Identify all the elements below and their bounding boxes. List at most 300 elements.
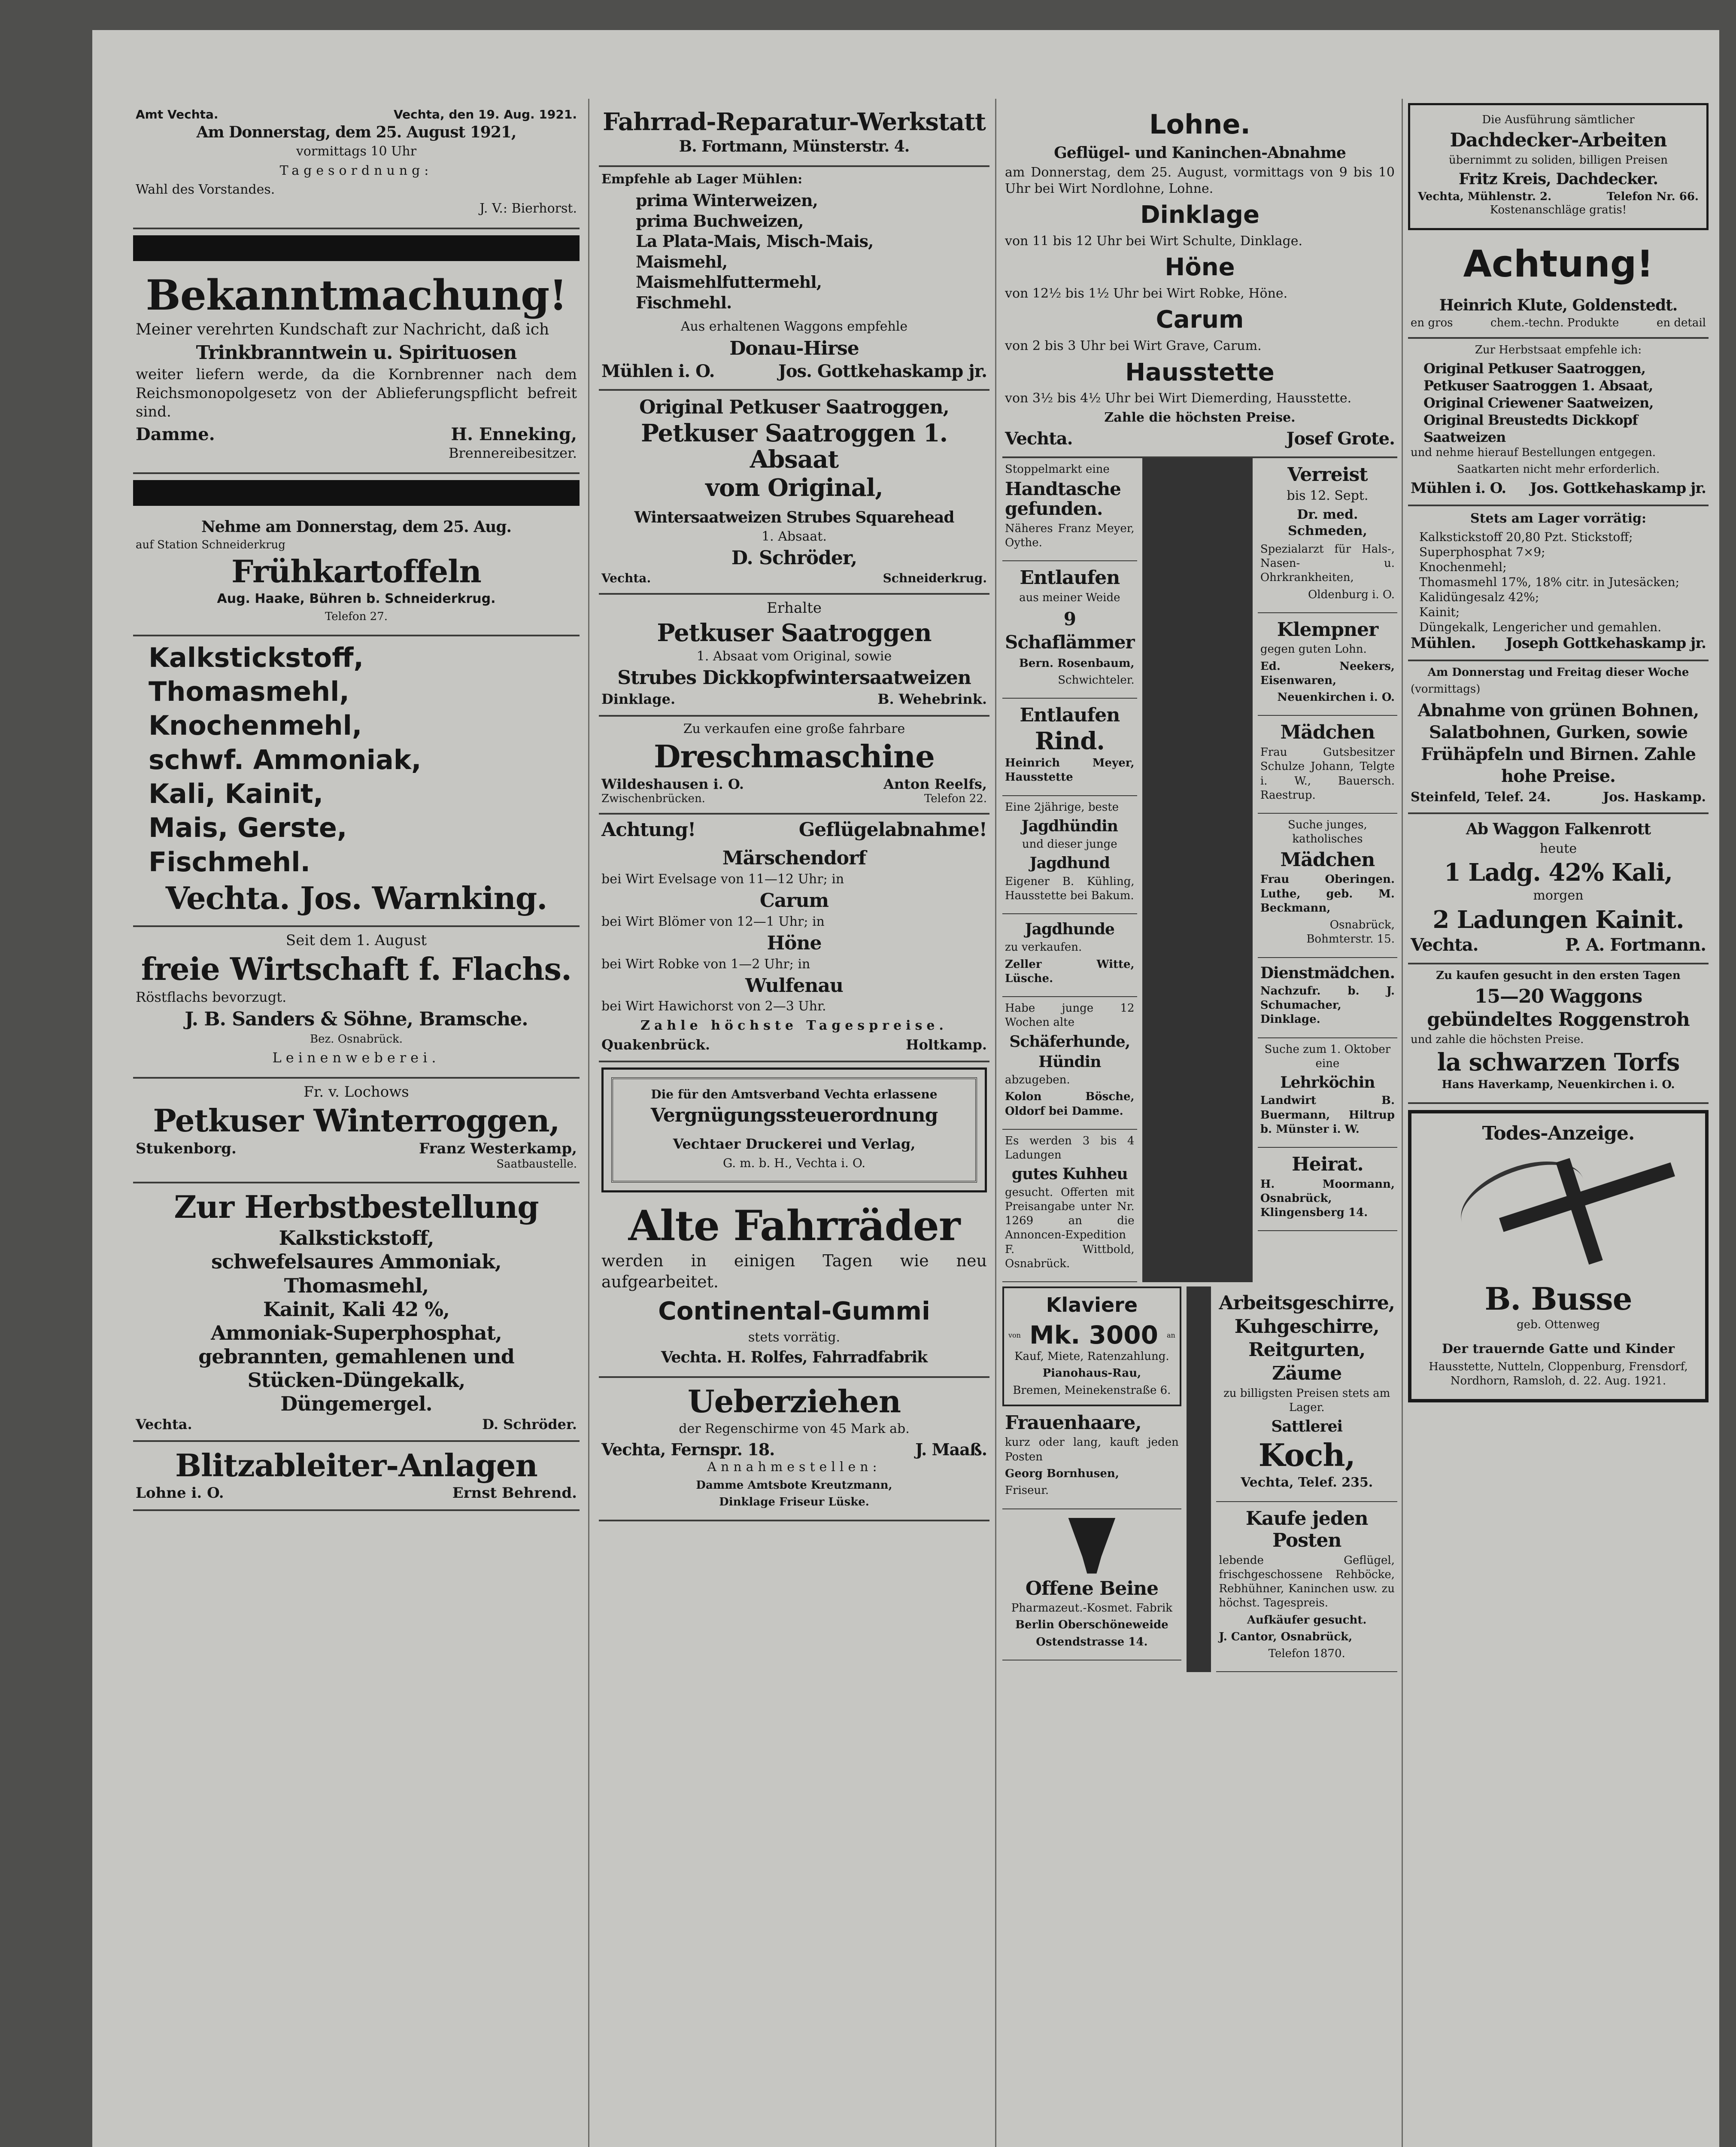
stop-info: von 3½ bis 4½ Uhr bei Wirt Diemerding, Hausstette. bbox=[1005, 391, 1352, 406]
ad-sub: 1. Absaat vom Original, sowie bbox=[696, 648, 892, 664]
ad-firm: Pianohaus-Rau, bbox=[1042, 1367, 1141, 1380]
maedchen-osnabrueck-ad bbox=[1258, 814, 1397, 958]
ad-place: Vechta, Fernspr. 18. bbox=[601, 1440, 775, 1460]
ad-title: Klaviere bbox=[1046, 1293, 1138, 1317]
ad-text: zu billigsten Preisen stets am Lager. bbox=[1223, 1387, 1390, 1414]
herbstsaat-ad bbox=[1408, 339, 1709, 506]
stop-info: von 2 bis 3 Uhr bei Wirt Grave, Carum. bbox=[1005, 338, 1262, 354]
ad-street: Ostendstrasse 14. bbox=[1036, 1635, 1148, 1648]
product-item: Thomasmehl, bbox=[149, 675, 349, 707]
notice-time: vormittags 10 Uhr bbox=[296, 144, 417, 159]
column-1 bbox=[133, 103, 580, 1511]
ad-place: Lohne i. O. bbox=[136, 1484, 224, 1502]
ad-what: Rind. bbox=[1035, 727, 1105, 755]
ad-title: Mädchen bbox=[1280, 848, 1375, 871]
ad-title: Mädchen bbox=[1280, 721, 1375, 744]
ad-place: Vechta. bbox=[1005, 428, 1073, 449]
ad-lead: Am Donnerstag und Freitag dieser Woche bbox=[1427, 666, 1689, 679]
ad-text: gesucht. Offerten mit Preisangabe unter Nr. 1269 an die Annoncen-Expedition F. Wittbold, Osnabrück. bbox=[1005, 1186, 1135, 1270]
product-item: Kuhgeschirre, bbox=[1234, 1315, 1379, 1338]
ad-place: Quakenbrück. bbox=[601, 1037, 710, 1053]
ad-place: Steinfeld, Telef. 24. bbox=[1411, 790, 1551, 805]
product-item: Düngemergel. bbox=[280, 1392, 432, 1416]
cross-icon bbox=[1419, 1149, 1697, 1278]
ad-lead: Fr. v. Lochows bbox=[303, 1083, 409, 1101]
kali-waggon-ad bbox=[1408, 814, 1709, 964]
stop-info: von 12½ bis 1½ Uhr bei Wirt Robke, Höne. bbox=[1005, 286, 1288, 301]
flachs-ad bbox=[133, 927, 580, 1079]
ad-title: Dachdecker-Arbeiten bbox=[1450, 129, 1667, 152]
ad-title-2: gebündeltes Roggenstroh bbox=[1427, 1009, 1690, 1031]
ad-sub: der Regenschirme von 45 Mark ab. bbox=[679, 1421, 910, 1437]
jagdhuendin-ad bbox=[1002, 796, 1137, 914]
ad-name: Ed. Neekers, Eisenwaren, bbox=[1260, 660, 1395, 687]
ad-title: gutes Kuhheu bbox=[1011, 1165, 1128, 1183]
ad-lead: Suche zum 1. Oktober eine bbox=[1264, 1043, 1391, 1070]
product-item: La Plata-Mais, Misch-Mais, bbox=[636, 231, 874, 251]
small-ads-grid-2 bbox=[1002, 1286, 1397, 1672]
ad-today: heute bbox=[1539, 841, 1577, 856]
klempner-ad bbox=[1258, 613, 1397, 716]
product-item: Thomasmehl 17%, 18% citr. in Jutesäcken; bbox=[1419, 575, 1680, 590]
ad-name: Frau Gutsbesitzer Schulze Johann, Telgte i. W., Bauersch. Raestrup. bbox=[1260, 746, 1395, 802]
ad-sub: zu verkaufen. bbox=[1005, 941, 1082, 954]
ad-lead: Eine 2jährige, beste bbox=[1005, 800, 1119, 814]
ad-name: Zeller Witte, Lüsche. bbox=[1005, 958, 1135, 985]
small-ads-right-2 bbox=[1216, 1286, 1397, 1672]
ad-place: Mühlen i. O. bbox=[1411, 479, 1506, 497]
ad-intro: Meiner verehrten Kundschaft zur Nachricht, daß ich bbox=[136, 320, 549, 338]
lehrkoechin-ad bbox=[1258, 1038, 1397, 1148]
ad-title: Offene Beine bbox=[1025, 1577, 1159, 1600]
ad-title: Handtasche gefunden. bbox=[1005, 478, 1121, 520]
ad-title: freie Wirtschaft f. Flachs. bbox=[141, 951, 572, 988]
ad-goods: Trinkbranntwein u. Spirituosen bbox=[196, 341, 517, 364]
ad-sub: gegen guten Lohn. bbox=[1260, 643, 1367, 656]
ad-lead: Zu verkaufen eine große fahrbare bbox=[683, 721, 905, 736]
product-item: Arbeitsgeschirre, bbox=[1219, 1292, 1395, 1314]
ad-title: Entlaufen bbox=[1020, 567, 1120, 589]
ad-sub: abzugeben. bbox=[1005, 1074, 1070, 1087]
ad-name: B. Wehebrink. bbox=[877, 690, 987, 707]
ad-title: Jagdhündin bbox=[1021, 817, 1118, 836]
handtasche-ad bbox=[1002, 458, 1137, 561]
ad-place: Vechta. bbox=[1411, 935, 1478, 955]
ad-name: Franz Westerkamp, bbox=[419, 1140, 577, 1158]
product-item: Thomasmehl, bbox=[284, 1274, 429, 1297]
ad-brand: Continental-Gummi bbox=[658, 1296, 930, 1326]
ad-f3: en detail bbox=[1656, 316, 1706, 329]
ad-lead: Zur Herbstsaat empfehle ich: bbox=[1475, 343, 1642, 356]
product-item: Superphosphat 7×9; bbox=[1419, 545, 1545, 560]
subcolumn-rule bbox=[1142, 458, 1253, 1282]
product-item: Kalkstickstoff, bbox=[279, 1226, 434, 1250]
stop-info: bei Wirt Evelsage von 11—12 Uhr; in bbox=[601, 871, 844, 887]
erhalte-saatroggen-ad bbox=[599, 595, 989, 717]
product-item: Petkuser Saatroggen 1. Absaat, bbox=[1423, 377, 1653, 394]
ad-title: Todes-Anzeige. bbox=[1482, 1122, 1635, 1145]
product-item: schwefelsaures Ammoniak, bbox=[211, 1250, 501, 1274]
ad-title-2: Jagdhund bbox=[1029, 854, 1110, 873]
dachdecker-box bbox=[1408, 103, 1709, 230]
kuhheu-ad bbox=[1002, 1130, 1137, 1282]
ad-title: Alte Fahrräder bbox=[628, 1201, 960, 1250]
ad-lead: Stoppelmarkt eine bbox=[1005, 462, 1110, 476]
ad-extra: Kostenanschläge gratis! bbox=[1490, 204, 1627, 217]
ad-firm: D. Schröder, bbox=[731, 547, 857, 569]
ad-text: und zahle die höchsten Preise. bbox=[1411, 1033, 1584, 1046]
schaeferhunde-ad bbox=[1002, 997, 1137, 1130]
stop-info: von 11 bis 12 Uhr bei Wirt Schulte, Dinklage. bbox=[1005, 234, 1303, 249]
ad-lead: aus meiner Weide bbox=[1019, 591, 1120, 604]
product-item: Maismehlfuttermehl, bbox=[636, 272, 822, 292]
ad-name: Dr. med. Schmeden, bbox=[1287, 507, 1367, 539]
ad-text: am Donnerstag, dem 25. August, vormittags von 9 bis 10 Uhr bei Wirt Nordlohne, Lohne. bbox=[1005, 164, 1395, 196]
vase-illustration bbox=[1068, 1518, 1115, 1574]
product-item: Reitgurten, bbox=[1248, 1339, 1366, 1361]
ad-stelle-1: Damme Amtsbote Kreutzmann, bbox=[696, 1478, 892, 1492]
column-2 bbox=[599, 103, 989, 1521]
ad-morgen: morgen bbox=[1533, 888, 1584, 903]
ad-name: Eigener B. Kühling, Hausstette bei Bakum. bbox=[1005, 875, 1135, 902]
ad-name: Frau Oberingen. Luthe, geb. M. Beckmann, bbox=[1260, 873, 1395, 915]
ad-title-1: Original Petkuser Saatroggen, bbox=[639, 396, 949, 419]
ad-name: Josef Grote. bbox=[1286, 428, 1395, 449]
ad-lead: Habe junge 12 Wochen alte bbox=[1005, 1002, 1135, 1029]
ad-trade: Leinenweberei. bbox=[272, 1049, 440, 1066]
ad-name: Kolon Bösche, Oldorf bei Damme. bbox=[1005, 1090, 1135, 1118]
product-item: Düngekalk, Lengericher und gemahlen. bbox=[1419, 620, 1662, 635]
divider-bar bbox=[133, 480, 580, 506]
ad-title: Lehrköchin bbox=[1280, 1074, 1375, 1092]
product-item: Original Criewener Saatweizen, bbox=[1423, 395, 1654, 411]
product-item: Stücken-Düngekalk, bbox=[247, 1368, 465, 1392]
bekanntmachung-ad bbox=[133, 267, 580, 474]
ad-name: Jos. Gottkehaskamp jr. bbox=[1530, 479, 1706, 497]
entlaufen-rind-ad bbox=[1002, 699, 1137, 796]
ad-lead: Nehme am Donnerstag, dem 25. Aug. bbox=[201, 517, 512, 536]
ad-firm: Pharmazeut.-Kosmet. Fabrik bbox=[1011, 1602, 1173, 1615]
sattlerei-koch-ad bbox=[1216, 1286, 1397, 1502]
ad-line-1: 1 Ladg. 42% Kali, bbox=[1444, 858, 1673, 887]
product-item: Original Petkuser Saatroggen, bbox=[1423, 360, 1645, 377]
ad-name: Landwirt B. Buermann, Hiltrup b. Münster i. W. bbox=[1260, 1094, 1395, 1136]
fruehkartoffeln-ad bbox=[133, 512, 580, 636]
ad-name: J. Cantor, Osnabrück, bbox=[1219, 1630, 1353, 1643]
ad-station: auf Station Schneiderkrug bbox=[136, 538, 285, 551]
ad-name: Koch, bbox=[1258, 1437, 1355, 1474]
ad-title-left: Achtung! bbox=[601, 818, 696, 841]
ad-title: Kaufe jeden Posten bbox=[1245, 1508, 1368, 1552]
ad-name: Anton Reelfs, bbox=[883, 775, 987, 792]
ad-place: Bremen, Meinekenstraße 6. bbox=[1013, 1384, 1171, 1397]
ad-lead: Erhalte bbox=[767, 599, 822, 617]
ad-phone: Telefon 1870. bbox=[1268, 1647, 1345, 1660]
todes-anzeige-box bbox=[1408, 1110, 1709, 1402]
stop-info: bei Wirt Hawichorst von 2—3 Uhr. bbox=[601, 999, 826, 1014]
roggenstroh-ad bbox=[1408, 964, 1709, 1104]
alte-fahrraeder-ad bbox=[599, 1198, 989, 1378]
ad-title-2: Hündin bbox=[1038, 1052, 1101, 1071]
ad-phone: Telefon 22. bbox=[924, 792, 987, 805]
ad-name: B. Busse bbox=[1484, 1280, 1632, 1317]
ad-place: Damme. bbox=[136, 424, 215, 444]
ad-role: Friseur. bbox=[1005, 1484, 1049, 1497]
ad-title: Lohne. bbox=[1149, 109, 1250, 140]
product-item: Kalkstickstoff 20,80 Pzt. Stickstoff; bbox=[1419, 530, 1633, 544]
jagdhunde-ad bbox=[1002, 914, 1137, 997]
dreschmaschine-ad bbox=[599, 717, 989, 815]
ad-pref: Röstflachs bevorzugt. bbox=[136, 989, 287, 1006]
ad-place: Stukenborg. bbox=[136, 1140, 237, 1158]
ad-name: Ernst Behrend. bbox=[452, 1484, 577, 1502]
notice-issuer: Amt Vechta. bbox=[136, 107, 219, 122]
ad-name: Heinrich Meyer, Hausstette bbox=[1005, 757, 1135, 784]
ad-title: Dreschmaschine bbox=[654, 738, 935, 775]
stop-place: Wulfenau bbox=[745, 974, 843, 997]
ueberziehen-ad bbox=[599, 1378, 989, 1521]
ad-line-2: 2 Ladungen Kainit. bbox=[1433, 905, 1684, 934]
notice-lead: Am Donnerstag, dem 25. August 1921, bbox=[196, 123, 516, 141]
ad-nee: geb. Ottenweg bbox=[1517, 1318, 1600, 1332]
ad-text: übernimmt zu soliden, billigen Preisen bbox=[1449, 153, 1668, 167]
entlaufen-schaf-ad bbox=[1002, 561, 1137, 699]
ad-price: Mk. 3000 bbox=[1029, 1320, 1158, 1350]
ad-signers: Der trauernde Gatte und Kinder bbox=[1442, 1341, 1675, 1356]
stop-place: Märschendorf bbox=[722, 847, 866, 869]
ad-place: Mühlen i. O. bbox=[601, 361, 715, 382]
product-item: schwf. Ammoniak, bbox=[149, 744, 422, 775]
herbstbestellung-ad bbox=[133, 1183, 580, 1441]
product-item: gebrannten, gemahlenen und bbox=[198, 1345, 514, 1368]
dienstmaedchen-ad bbox=[1258, 958, 1397, 1038]
ad-donau-lead: Aus erhaltenen Waggons empfehle bbox=[680, 319, 908, 335]
ad-phone: Telefon Nr. 66. bbox=[1606, 190, 1699, 204]
lager-muehlen-ad bbox=[599, 167, 989, 391]
product-item: prima Winterweizen, bbox=[636, 191, 818, 210]
lochow-ad bbox=[133, 1079, 580, 1184]
ad-place: Mühlen. bbox=[1411, 635, 1476, 652]
product-item: Fischmehl. bbox=[636, 292, 732, 312]
lohne-abnahme-ad bbox=[1002, 103, 1397, 458]
ad-from: von bbox=[1008, 1331, 1021, 1339]
ad-title: Entlaufen bbox=[1020, 704, 1120, 727]
product-item: Kainit, Kali 42 %, bbox=[263, 1297, 449, 1321]
ad-title-3: vom Original, bbox=[705, 473, 883, 502]
stop-place: Hausstette bbox=[1125, 358, 1275, 386]
product-item: Maismehl, bbox=[636, 252, 728, 271]
ad-place: Berlin Oberschöneweide bbox=[1015, 1618, 1168, 1632]
ad-text: werden in einigen Tagen wie neu aufgearbeitet. bbox=[601, 1251, 987, 1291]
stop-place: Carum bbox=[759, 889, 829, 912]
ad-place: Vechta. bbox=[136, 1416, 192, 1432]
ad-title: Abnahme von grünen Bohnen, Salatbohnen, Gurken, sowie Frühäpfeln und Birnen. Zahle hohe Preise. bbox=[1417, 700, 1699, 787]
ad-text: kurz oder lang, kauft jeden Posten bbox=[1005, 1436, 1179, 1463]
ad-name: Fritz Kreis, Dachdecker. bbox=[1458, 170, 1658, 189]
ad-wheat: Wintersaatweizen Strubes Squarehead bbox=[634, 508, 954, 526]
amt-vechta-notice bbox=[133, 103, 580, 229]
product-item: prima Buchweizen, bbox=[636, 211, 804, 231]
ad-signature: Vechta. Jos. Warnking. bbox=[165, 880, 547, 917]
stop-info: bei Wirt Robke von 1—2 Uhr; in bbox=[601, 956, 810, 972]
notice-signature: J. V.: Bierhorst. bbox=[480, 201, 577, 216]
ad-text: und nehme hierauf Bestellungen entgegen. bbox=[1411, 446, 1656, 459]
ad-text-2: Saatkarten nicht mehr erforderlich. bbox=[1457, 463, 1660, 476]
klaviere-ad bbox=[1002, 1286, 1181, 1406]
ad-place: Schwichteler. bbox=[1058, 673, 1135, 687]
ad-name: Georg Bornhusen, bbox=[1005, 1467, 1119, 1480]
ad-name: H. Enneking, bbox=[451, 424, 577, 444]
stop-info: bei Wirt Blömer von 12—1 Uhr; in bbox=[601, 914, 825, 929]
inner-frame bbox=[611, 1077, 977, 1183]
ad-title: Frauenhaare, bbox=[1005, 1411, 1141, 1434]
product-item: Knochenmehl; bbox=[1419, 560, 1507, 575]
ad-title: Ueberziehen bbox=[687, 1383, 901, 1420]
ad-stellen: Annahmestellen: bbox=[707, 1460, 881, 1475]
product-item: Ammoniak-Superphosphat, bbox=[211, 1321, 502, 1344]
ad-role: Saatbaustelle. bbox=[496, 1158, 577, 1171]
maedchen-ad bbox=[1258, 716, 1397, 814]
petkuser-saatroggen-ad bbox=[599, 391, 989, 595]
column-rule bbox=[1402, 99, 1403, 2147]
ad-publisher-2: G. m. b. H., Vechta i. O. bbox=[722, 1156, 866, 1170]
ad-place: Osnabrück, Bohmterstr. 15. bbox=[1306, 918, 1395, 946]
product-item: Kalidüngesalz 42%; bbox=[1419, 590, 1539, 605]
ad-title: Fahrrad-Reparatur-Werkstatt bbox=[603, 108, 986, 136]
kaufe-posten-ad bbox=[1216, 1502, 1397, 1672]
ad-region: Bez. Osnabrück. bbox=[310, 1032, 403, 1046]
ad-name: Jos. Haskamp. bbox=[1602, 790, 1706, 805]
ad-text: Kauf, Miete, Ratenzahlung. bbox=[1014, 1350, 1169, 1363]
ad-lead: Sattlerei bbox=[1271, 1417, 1343, 1436]
ad-place: Vechta, Telef. 235. bbox=[1241, 1475, 1373, 1490]
ad-name: Joseph Gottkehaskamp jr. bbox=[1505, 635, 1706, 652]
ad-lead: Zu kaufen gesucht in den ersten Tagen bbox=[1436, 969, 1681, 982]
ad-name: Holtkamp. bbox=[906, 1037, 987, 1053]
ad-title: Dienstmädchen. bbox=[1260, 964, 1395, 982]
ad-suffix: Schneiderkrug. bbox=[883, 571, 987, 585]
ad-name: J. Maaß. bbox=[915, 1440, 987, 1460]
divider-bar bbox=[133, 235, 580, 261]
ad-title: 15—20 Waggons bbox=[1474, 985, 1642, 1007]
warnking-ad bbox=[133, 636, 580, 927]
ad-title: Jagdhunde bbox=[1025, 920, 1114, 939]
ad-place: Vechta. bbox=[601, 571, 651, 585]
stop-place: Höne bbox=[767, 932, 822, 954]
ad-stelle-2: Dinklage Friseur Lüske. bbox=[719, 1496, 869, 1509]
ad-title: Heirat. bbox=[1292, 1153, 1363, 1176]
ad-mid: und dieser junge bbox=[1022, 838, 1117, 851]
ad-name: Jos. Gottkehaskamp jr. bbox=[778, 361, 987, 382]
ad-title-right: Geflügelabnahme! bbox=[798, 818, 987, 841]
ad-text: weiter liefern werde, da die Kornbrenner nach dem Reichsmonopolgesetz von der Ablieferungspflicht befreit sind. bbox=[136, 366, 577, 421]
ad-title: Zur Herbstbestellung bbox=[174, 1189, 539, 1226]
ad-lead: Die für den Amtsverband Vechta erlassene bbox=[651, 1087, 938, 1102]
ad-title: Schäferhunde, bbox=[1009, 1032, 1130, 1051]
ad-firm: J. B. Sanders & Söhne, Bramsche. bbox=[185, 1008, 528, 1031]
small-ads-grid bbox=[1002, 458, 1397, 1282]
ad-places: Hausstette, Nutteln, Cloppenburg, Frensdorf, Nordhorn, Ramsloh, d. 22. Aug. 1921. bbox=[1429, 1360, 1688, 1388]
product-item: Knochenmehl, bbox=[149, 710, 362, 742]
ad-pay: Zahle höchste Tagespreise. bbox=[640, 1018, 948, 1033]
verreist-ad bbox=[1258, 458, 1397, 613]
column-rule bbox=[588, 99, 589, 2147]
product-item: Fischmehl. bbox=[149, 846, 310, 878]
stets-am-lager-ad bbox=[1408, 506, 1709, 661]
ad-name: P. A. Fortmann. bbox=[1565, 935, 1706, 955]
ad-place: Neuenkirchen i. O. bbox=[1277, 691, 1395, 704]
ad-f2: chem.-techn. Produkte bbox=[1490, 316, 1619, 329]
ad-text: Näheres Franz Meyer, Oythe. bbox=[1005, 522, 1135, 549]
ad-title: Blitzableiter-Anlagen bbox=[175, 1447, 537, 1484]
ad-name: B. Fortmann, Münsterstr. 4. bbox=[679, 137, 910, 155]
ad-pay: Zahle die höchsten Preise. bbox=[1104, 410, 1296, 425]
ad-place: Oldenburg i. O. bbox=[1308, 588, 1395, 601]
product-item: Kalkstickstoff, bbox=[149, 642, 364, 673]
ad-place-2: Zwischenbrücken. bbox=[601, 792, 705, 805]
stop-place: Höne bbox=[1165, 253, 1235, 282]
small-ads-left-2 bbox=[1002, 1286, 1181, 1672]
ad-title: Klempner bbox=[1277, 618, 1378, 641]
ad-lead: Die Ausführung sämtlicher bbox=[1482, 113, 1635, 126]
blitzableiter-ad bbox=[133, 1442, 580, 1511]
product-item: Kali, Kainit, bbox=[149, 778, 324, 810]
ad-lead: Ab Waggon Falkenrott bbox=[1466, 820, 1651, 839]
ad-firm: Vechta. H. Rolfes, Fahrradfabrik bbox=[661, 1348, 928, 1367]
ad-text: lebende Geflügel, frischgeschossene Rehböcke, Rebhühner, Kaninchen usw. zu höchst. Tagespreis. bbox=[1219, 1554, 1395, 1610]
ad-lead: Es werden 3 bis 4 Ladungen bbox=[1005, 1134, 1135, 1162]
notice-agenda: Wahl des Vorstandes. bbox=[136, 182, 275, 197]
ad-at: an bbox=[1166, 1331, 1175, 1339]
notice-agenda-heading: Tagesordnung: bbox=[279, 163, 433, 178]
ad-phone: Telefon 27. bbox=[325, 610, 388, 623]
ad-title: Petkuser Saatroggen bbox=[657, 619, 932, 648]
ad-lead: Stets am Lager vorrätig: bbox=[1470, 511, 1647, 526]
notice-dateline: Vechta, den 19. Aug. 1921. bbox=[394, 107, 577, 122]
small-ads-right bbox=[1258, 458, 1397, 1282]
ad-torf: la schwarzen Torfs bbox=[1437, 1048, 1680, 1077]
heirat-ad bbox=[1258, 1148, 1397, 1231]
product-item: Kainit; bbox=[1419, 605, 1460, 620]
ad-sub: (vormittags) bbox=[1411, 683, 1481, 696]
gefluegelabnahme-ad bbox=[599, 815, 989, 1062]
ad-firm: Heinrich Klute, Goldenstedt. bbox=[1439, 296, 1678, 314]
stop-place: Dinklage bbox=[1140, 201, 1260, 229]
ad-sub: Geflügel- und Kaninchen-Abnahme bbox=[1054, 144, 1346, 162]
ad-place: Wildeshausen i. O. bbox=[601, 775, 744, 792]
newspaper-page bbox=[92, 30, 1719, 2147]
product-item: Zäume bbox=[1272, 1362, 1342, 1384]
ad-lead: Suche junges, katholisches bbox=[1288, 818, 1367, 846]
ad-place: Dinklage. bbox=[601, 690, 676, 707]
vergnuegungssteuer-box bbox=[601, 1067, 987, 1192]
ad-title: Vergnügungssteuerordnung bbox=[650, 1104, 938, 1127]
ad-title: Petkuser Winterroggen, bbox=[153, 1102, 560, 1139]
ad-title-2: Petkuser Saatroggen 1. Absaat bbox=[640, 419, 948, 474]
ad-donau: Donau-Hirse bbox=[729, 337, 859, 359]
small-ads-left bbox=[1002, 458, 1137, 1282]
ad-what: 9 Schaflämmer bbox=[1005, 608, 1135, 653]
column-3 bbox=[1002, 103, 1397, 1672]
ad-text: Spezialarzt für Hals-, Nasen- u. Ohrkrankheiten, bbox=[1260, 542, 1395, 584]
ad-title: Bekanntmachung! bbox=[146, 271, 567, 319]
ad-name: H. Moormann, Osnabrück, Klingensberg 14. bbox=[1260, 1177, 1395, 1219]
ad-title: Verreist bbox=[1287, 463, 1368, 486]
ad-name: Nachzufr. b. J. Schumacher, Dinklage. bbox=[1260, 984, 1395, 1026]
achtung-klute-ad bbox=[1408, 236, 1709, 339]
ad-place: Vechta, Mühlenstr. 2. bbox=[1418, 190, 1552, 204]
ad-publisher: Vechtaer Druckerei und Verlag, bbox=[673, 1135, 916, 1152]
